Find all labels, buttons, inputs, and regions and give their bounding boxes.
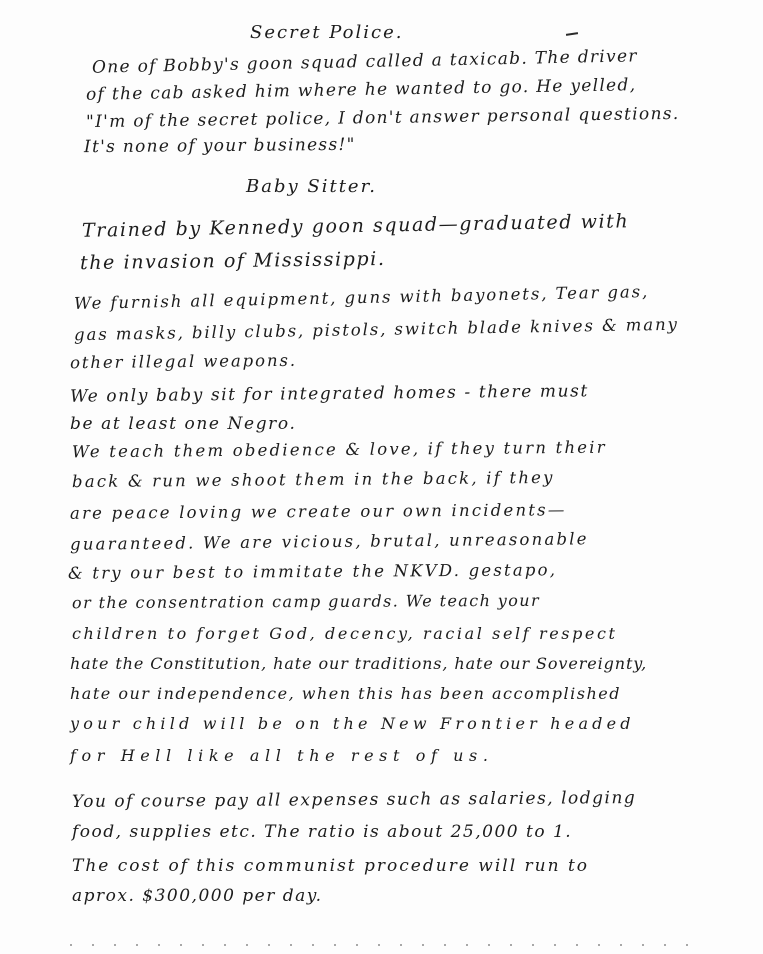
heading-baby-sitter: Baby Sitter. — [246, 176, 377, 197]
paragraph-4-line-5: are peace loving we create our own incidents— — [69, 500, 567, 523]
paragraph-4-line-8: or the consentration camp guards. We teach your — [71, 590, 541, 613]
paragraph-1-line-3: "I'm of the secret police, I don't answer personal questions. — [85, 103, 680, 133]
paragraph-3-line-1: We furnish all equipment, guns with bayonets, Tear gas, — [73, 281, 650, 314]
paragraph-1-line-2: of the cab asked him where he wanted to go. He yelled, — [85, 75, 637, 105]
heading-secret-police: Secret Police. — [250, 22, 404, 43]
paragraph-5-line-4: aprox. $300,000 per day. — [72, 886, 323, 906]
paragraph-4-line-9: children to forget God, decency, racial self respect — [72, 624, 618, 643]
paragraph-4-line-12: your child will be on the New Frontier headed — [70, 714, 635, 733]
paragraph-4-line-13: for Hell like all the rest of us. — [70, 746, 494, 765]
paragraph-3-line-3: other illegal weapons. — [69, 350, 298, 373]
paragraph-5-line-1: You of course pay all expenses such as salaries, lodging — [71, 788, 637, 812]
scan-edge-dots — [60, 944, 700, 946]
paragraph-1-line-4: It's none of your business!" — [83, 134, 356, 158]
paragraph-2-line-1: Trained by Kennedy goon squad—graduated with — [81, 210, 630, 242]
paragraph-4-line-10: hate the Constitution, hate our traditions, hate our Sovereignty, — [70, 654, 648, 673]
paragraph-4-line-3: We teach them obedience & love, if they turn their — [71, 437, 607, 462]
paragraph-3-line-2: gas masks, billy clubs, pistols, switch blade knives & many — [73, 314, 679, 345]
paragraph-4-line-4: back & run we shoot them in the back, if they — [71, 467, 555, 492]
paragraph-4-line-7: & try our best to immitate the NKVD. gestapo, — [67, 560, 558, 583]
paragraph-5-line-2: food, supplies etc. The ratio is about 25,000 to 1. — [72, 822, 573, 842]
paragraph-4-line-6: guaranteed. We are vicious, brutal, unreasonable — [69, 529, 589, 554]
paragraph-2-line-2: the invasion of Mississippi. — [79, 247, 386, 275]
paragraph-4-line-2: be at least one Negro. — [70, 414, 297, 434]
paragraph-4-line-11: hate our independence, when this has been accomplished — [70, 684, 621, 703]
stray-mark — [566, 32, 578, 36]
paragraph-4-line-1: We only baby sit for integrated homes - there must — [69, 381, 589, 407]
paragraph-5-line-3: The cost of this communist procedure will run to — [72, 856, 590, 876]
paragraph-1-line-1: One of Bobby's goon squad called a taxicab. The driver — [91, 46, 638, 78]
